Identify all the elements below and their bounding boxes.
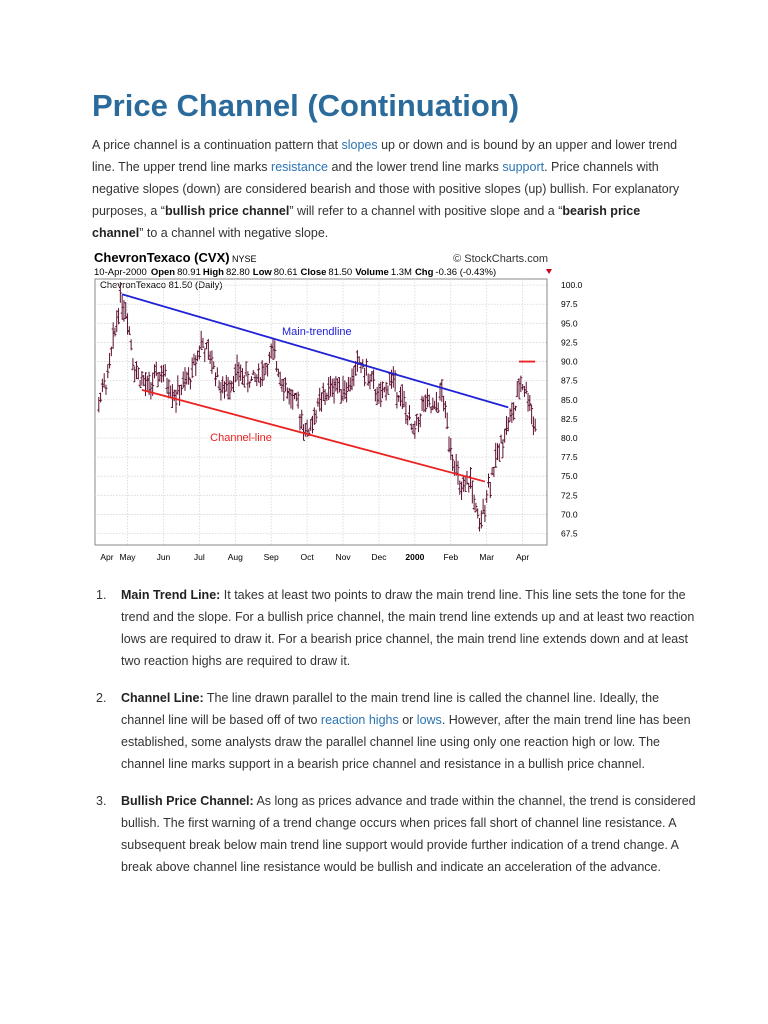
x-tick-label: May — [119, 552, 136, 562]
summary-volume-label: Volume — [355, 267, 389, 278]
list-number: 1. — [96, 588, 107, 602]
support-link[interactable]: support — [502, 160, 545, 174]
chart-summary — [94, 267, 496, 278]
list-item — [96, 687, 696, 775]
x-tick-label: 2000 — [405, 552, 425, 562]
intro-text: ” to a channel with negative slope. — [139, 226, 329, 240]
x-tick-label: Oct — [300, 552, 314, 562]
list-term: Channel Line: — [121, 691, 204, 705]
summary-open: 80.91 — [177, 267, 201, 278]
channel-line-label: Channel-line — [210, 432, 272, 445]
y-tick-label: 97.5 — [561, 299, 578, 310]
list-text: or — [398, 713, 417, 727]
lows-link[interactable]: lows — [416, 713, 442, 727]
price-channel-chart — [92, 248, 583, 566]
y-tick-label: 82.5 — [561, 413, 578, 424]
y-tick-label: 67.5 — [561, 528, 578, 539]
list-number: 3. — [96, 794, 107, 808]
y-tick-label: 92.5 — [561, 337, 578, 348]
chart-title: ChevronTexaco (CVX) — [94, 250, 230, 265]
y-tick-label: 75.0 — [561, 471, 578, 482]
y-tick-label: 77.5 — [561, 452, 578, 463]
concept-list — [96, 584, 696, 893]
intro-text: up or down and is bound by an upper and lower trend line. The upper trend line marks — [92, 138, 678, 174]
summary-date: 10-Apr-2000 — [94, 267, 147, 278]
list-item — [96, 584, 696, 672]
x-tick-label: Dec — [371, 552, 387, 562]
y-tick-label: 95.0 — [561, 318, 578, 329]
bearish-price-channel-term: bearish price channel — [92, 204, 641, 240]
list-text: . However, after the main trend line has been established, some analysts draw the parallel channel line using only one reaction high or low. The channel line marks support in a bearish price channel and resistance in a bullish price channel. — [121, 713, 691, 771]
main-trendline-label: Main-trendline — [281, 325, 352, 338]
x-tick-label: Jul — [193, 552, 205, 562]
summary-chg: -0.36 (-0.43%) — [435, 267, 497, 278]
reaction-highs-link[interactable]: reaction highs — [320, 713, 399, 727]
intro-text: and the lower trend line marks — [328, 160, 503, 174]
y-tick-label: 85.0 — [561, 394, 578, 405]
y-tick-label: 90.0 — [561, 356, 578, 367]
list-item — [96, 790, 696, 878]
x-tick-label: Nov — [335, 552, 351, 562]
summary-high-label: High — [202, 267, 224, 278]
x-tick-label: Apr — [516, 552, 530, 562]
y-tick-label: 100.0 — [561, 280, 583, 291]
intro-text: . Price channels with negative slopes (down) are considered bearish and those with positive slopes (up) bullish. For explanatory purposes, a “ — [92, 160, 680, 218]
bullish-price-channel-term: bullish price channel — [164, 204, 290, 218]
list-text: The line drawn parallel to the main trend line is called the channel line. Ideally, the channel line will be based off of two — [121, 691, 660, 727]
x-tick-label: Mar — [479, 552, 495, 562]
x-tick-label: Apr — [100, 552, 114, 562]
y-tick-label: 70.0 — [561, 509, 578, 520]
list-text: It takes at least two points to draw the main trend line. This line sets the tone for the trend and the slope. For a bullish price channel, the main trend line extends up and at least two reaction lows are required to draw it. For a bearish price channel, the main trend line extends down and at least two reaction highs are required to draw it. — [121, 588, 695, 668]
x-tick-label: Sep — [263, 552, 279, 562]
list-text: As long as prices advance and trade within the channel, the trend is considered bullish. The first warning of a trend change occurs when prices fall short of channel line resistance. A subsequent break below main trend line support would provide further indication of a trend change. A break above channel line resistance would be bullish and indicate an acceleration of the advance. — [121, 794, 696, 874]
y-tick-label: 80.0 — [561, 432, 578, 443]
list-term: Bullish Price Channel: — [121, 794, 254, 808]
summary-low-label: Low — [252, 267, 272, 278]
summary-close-label: Close — [300, 267, 327, 278]
summary-volume: 1.3M — [390, 267, 412, 278]
x-tick-label: Jun — [156, 552, 171, 562]
summary-low: 80.61 — [273, 267, 298, 278]
intro-text: A price channel is a continuation pattern that — [92, 138, 342, 152]
x-tick-label: Aug — [227, 552, 243, 562]
x-tick-label: Feb — [443, 552, 459, 562]
page-title: Price Channel (Continuation) — [92, 88, 520, 123]
summary-chg-label: Chg — [414, 267, 434, 278]
stockcharts-credit: © StockCharts.com — [453, 253, 548, 265]
intro-paragraph — [92, 134, 682, 244]
summary-close: 81.50 — [328, 267, 353, 278]
chart-exchange: NYSE — [232, 254, 257, 264]
summary-high: 82.80 — [225, 267, 250, 278]
list-number: 2. — [96, 691, 107, 705]
intro-text: ” will refer to a channel with positive slope and a “ — [289, 204, 563, 218]
list-term: Main Trend Line: — [121, 588, 221, 602]
y-tick-label: 72.5 — [561, 490, 578, 501]
summary-open-label: Open — [150, 267, 176, 278]
series-label: ChevronTexaco 81.50 (Daily) — [100, 280, 223, 291]
slopes-link[interactable]: slopes — [341, 138, 378, 152]
y-tick-label: 87.5 — [561, 375, 578, 386]
resistance-link[interactable]: resistance — [271, 160, 329, 174]
